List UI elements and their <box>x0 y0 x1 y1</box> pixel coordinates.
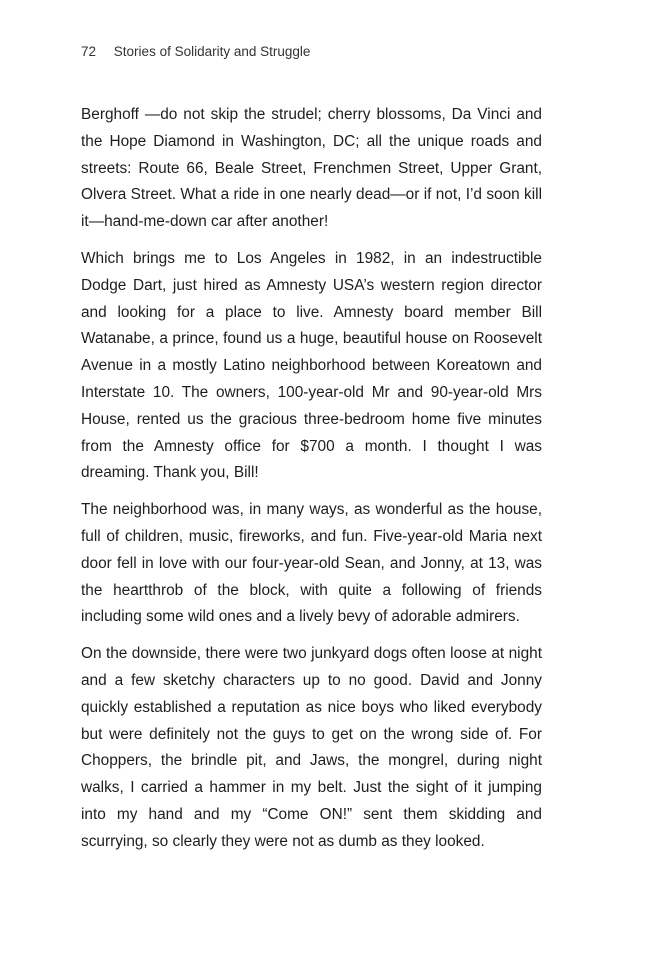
page-number: 72 <box>81 44 97 59</box>
running-header <box>81 44 310 59</box>
paragraph-4: On the downside, there were two junkyard dogs often loose at night and a few sketchy characters up to no good. David and Jonny quickly established a reputation as nice boys who liked everybody but were definitely not the guys to get on the wrong side of. For Choppers, the brindle pit, and Jaws, the mongrel, during night walks, I carried a hammer in my belt. Just the sight of it jumping into my hand and my “Come ON!” sent them skidding and scurrying, so clearly they were not as dumb as they looked. <box>81 645 542 850</box>
paragraph-1: Berghoff —do not skip the strudel; cherry blossoms, Da Vinci and the Hope Diamond in Washington, DC; all the unique roads and streets: Route 66, Beale Street, Frenchmen Street, Upper Grant, Olvera Street. What a ride in one nearly dead—or if not, I’d soon kill it—hand-me-down car after another! <box>81 106 542 231</box>
paragraph-2: Which brings me to Los Angeles in 1982, in an indestructible Dodge Dart, just hired as Amnesty USA’s western region director and looking for a place to live. Amnesty board member Bill Watanabe, a prince, found us a huge, beautiful house on Roosevelt Avenue in a mostly Latino neighborhood between Koreatown and Interstate 10. The owners, 100-year-old Mr and 90-year-old Mrs House, rented us the gracious three-bedroom home five minutes from the Amnesty office for $700 a month. I thought I was dreaming. Thank you, Bill! <box>81 249 542 482</box>
body-text <box>81 102 542 856</box>
paragraph-3: The neighborhood was, in many ways, as wonderful as the house, full of children, music, fireworks, and fun. Five-year-old Maria next door fell in love with our four-year-old Sean, and Jonny, at 13, was the heartthrob of the block, with quite a following of friends including some wild ones and a lively bevy of adorable admirers. <box>81 501 542 626</box>
running-title: Stories of Solidarity and Struggle <box>113 44 311 59</box>
